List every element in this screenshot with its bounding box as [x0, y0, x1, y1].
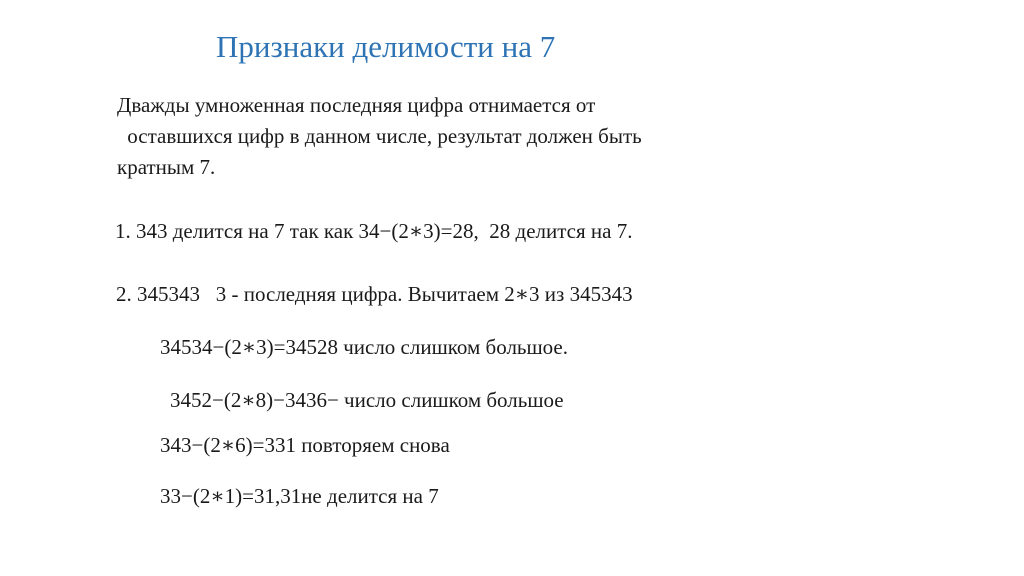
example-2-intro: 2. 345343 3 - последняя цифра. Вычитаем 2∗3 из 345343: [116, 282, 633, 306]
example-1: 1. 343 делится на 7 так как 34−(2∗3)=28, 28 делится на 7.: [115, 219, 633, 243]
rule-line-1: Дважды умноженная последняя цифра отнимается от: [117, 93, 596, 117]
slide-title: Признаки делимости на 7: [216, 29, 556, 64]
example-2-step-3: 343−(2∗6)=331 повторяем снова: [160, 433, 450, 457]
example-2-step-1: 34534−(2∗3)=34528 число слишком большое.: [160, 335, 568, 359]
rule-line-3: кратным 7.: [117, 155, 216, 179]
example-2-step-2: 3452−(2∗8)−3436− число слишком большое: [170, 388, 564, 412]
example-2-step-4: 33−(2∗1)=31,31не делится на 7: [160, 484, 439, 508]
rule-line-2: оставшихся цифр в данном числе, результат должен быть: [122, 124, 642, 148]
